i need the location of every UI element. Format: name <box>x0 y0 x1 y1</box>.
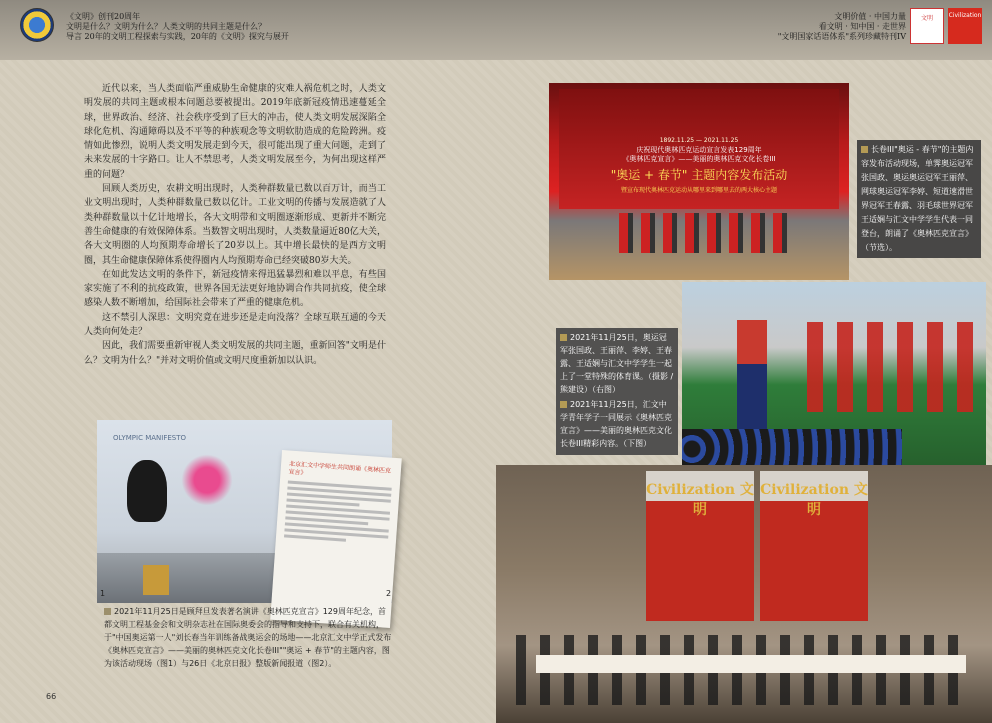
civilization-banner-2: Civilization 文明 <box>760 471 868 621</box>
screen-line-2: 《奥林匹克宣言》——美丽的奥林匹克文化长卷III <box>622 155 776 163</box>
caption-bullet-icon <box>861 146 868 153</box>
header-left-line-2: 文明是什么？文明为什么？人类文明的共同主题是什么？ <box>66 22 266 31</box>
screen-line-3: 暨宣布现代奥林匹克运动从哪里来到哪里去的两大核心主题 <box>620 187 777 194</box>
magazine-logo-icon <box>20 8 54 42</box>
mid-caption-item <box>560 331 674 396</box>
article-paragraph: 近代以来，当人类面临严重威胁生命健康的灾难人祸危机之时，人类文明发展的共同主题或根本问题总要被提出。2019年底新冠疫情迅速蔓延全球，世界政治、经济、社会秩序受到了巨大的冲击，使人类文明发展深陷全球化危机、沟通障碍以及不平等的种族观念等文明软肋造成的危险跨洲。疫情如此惨烈，说明人类文明发展走到今天，很可能出现了重大问题，走到了未来发展的十字路口。让人不禁思考，人类文明发展至今，为何出现这样严重的问题？ <box>84 84 386 180</box>
photo-launch-event <box>549 83 849 280</box>
header-strip <box>0 0 992 60</box>
champions-group <box>807 322 977 412</box>
screen-dates: 1892.11.25 — 2021.11.25 <box>659 137 739 144</box>
header-left-line-1: 《文明》创刊20周年 <box>66 12 141 21</box>
caption-bullet-icon <box>560 401 567 408</box>
left-caption-text: 2021年11月25日是顾拜旦发表著名演讲《奥林匹克宣言》129周年纪念，首都文明工程基金会和文明杂志社在国际奥委会的指导和支持下，联合有关机构，于"中国奥运第一人"刘长春当年训练备战奥运会的场地——北京汇文中学正式发布《奥林匹克宣言》——美丽的奥林匹克文化长卷III""奥运 + 春节"的主题内容，图为该活动现场（图1）与26日《北京日报》整版新闻报道（图2）。 <box>104 607 392 668</box>
newspaper-clipping <box>270 450 402 628</box>
civilization-banner-1: Civilization 文明 <box>646 471 754 621</box>
left-caption <box>104 605 392 670</box>
header-right-line-3: "文明国家话语体系"系列珍藏特刊IV <box>777 32 906 41</box>
figure-number-1: 1 <box>100 589 106 598</box>
header-right-line-1: 文明价值 · 中国力量 <box>834 12 906 21</box>
mid-caption-item <box>560 398 674 450</box>
header-right <box>686 12 906 42</box>
article-paragraph: 回顾人类历史，农耕文明出现时，人类种群数量已数以百万计，而当工业文明出现时，人类种群数量已数以亿计。工业文明的传播与发展造就了人类种群数量以十亿计地增长，各大文明带和文明圈逐渐形成、更新并不断完善生命健康的有效保障体系。当数智文明出现时，人类数量逼近80亿大关，各大文明圈的人均预期寿命增长了20岁以上。其中增长最快的是西方文明圈，其生命健康保障体系使得圈内人均预期寿命已经突破80岁大关。 <box>84 184 386 266</box>
article-paragraph: 在如此发达文明的条件下，新冠疫情来得迅猛暴烈和难以平息，有些国家实施了不利的抗疫政策，世界各国无法更好地协调合作共同抗疫，使全球感染人数不断增加，给国际社会带来了严重的健康危机。 <box>84 269 386 309</box>
dancer-figure-image <box>177 450 237 510</box>
newspaper-text-line <box>284 534 346 541</box>
photo-sports-class <box>682 282 986 469</box>
photo-scroll-display <box>496 465 992 723</box>
caption-bullet-icon <box>560 334 567 341</box>
screen-line-1: 庆祝现代奥林匹克运动宣言发表129周年 <box>636 146 762 154</box>
students-group <box>682 429 902 469</box>
screen-main-title: "奥运 + 春节" 主题内容发布活动 <box>610 168 788 182</box>
manifesto-banner-text: OLYMPIC MANIFESTO <box>113 434 187 442</box>
event-screen <box>559 89 839 209</box>
right-side-caption-text: 长卷III"奥运 - 春节"的主题内容发布活动现场，单霁奥运冠军张国政、奥运奥运冠军王丽萍、网球奥运冠军李婷、短道速滑世界冠军王春露、羽毛球世界冠军王适娴与汇文中学学生代表一同登台，朗诵了《奥林匹克宣言》（节选）。 <box>861 145 974 252</box>
mid-caption-text: 2021年11月25日，汇文中学青年学子一同展示《奥林匹克宣言》——美丽的奥林匹克文化长卷III精彩内容。（下图） <box>560 400 672 448</box>
header-left <box>66 12 356 42</box>
article-paragraph: 这不禁引人深思：文明究竟在进步还是走向没落？全球互联互通的今天人类向何处走？ <box>84 312 386 338</box>
page-number: 66 <box>46 692 57 701</box>
header-left-line-3: 导言 20年的文明工程探索与实践，20年的《文明》探究与展开 <box>66 32 289 41</box>
caption-bullet-icon <box>104 608 111 615</box>
presenters-group <box>619 213 789 253</box>
right-side-caption <box>857 140 981 258</box>
podium <box>143 565 169 595</box>
coach-figure <box>737 320 767 430</box>
culture-scroll <box>536 655 966 673</box>
flag-stamp: Civilization <box>948 8 982 44</box>
article-body <box>84 82 386 368</box>
newspaper-headline: 北京汇文中学师生共同朗诵《奥林匹克宣言》 <box>288 460 392 477</box>
left-page <box>0 60 496 723</box>
right-mid-caption <box>556 328 678 455</box>
greek-vase-image <box>127 460 167 522</box>
article-paragraph: 因此，我们需要重新审视人类文明发展的共同主题，重新回答"文明是什么？文明为什么？"并对文明价值或文明尺度重新加以认识。 <box>84 341 386 366</box>
right-page <box>496 60 992 723</box>
seal-stamp: 文明 <box>910 8 944 44</box>
figure-number-2: 2 <box>386 589 392 598</box>
header-right-line-2: 看文明 · 知中国 · 走世界 <box>818 22 906 31</box>
mid-caption-text: 2021年11月25日，奥运冠军张国政、王丽萍、李婷、王春露、王适娴与汇文中学学生一起上了一堂特殊的体育课。（摄影 / 熊建设）（右图） <box>560 333 674 394</box>
